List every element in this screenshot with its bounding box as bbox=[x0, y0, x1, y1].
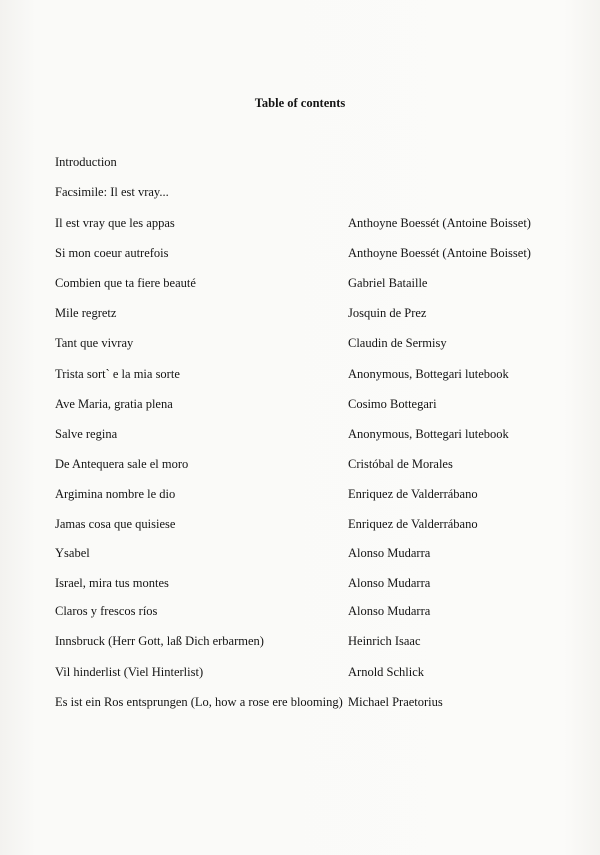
piece-title: Israel, mira tus montes bbox=[55, 576, 169, 590]
toc-entry bbox=[0, 457, 600, 477]
toc-entry bbox=[0, 216, 600, 236]
piece-title: Jamas cosa que quisiese bbox=[55, 517, 176, 531]
piece-title: Claros y frescos ríos bbox=[55, 604, 158, 618]
piece-title: Ysabel bbox=[55, 546, 90, 560]
composer-name: Heinrich Isaac bbox=[348, 634, 421, 648]
composer-name: Cristóbal de Morales bbox=[348, 457, 453, 471]
piece-title: Introduction bbox=[55, 155, 117, 169]
page-title: Table of contents bbox=[254, 96, 346, 110]
composer-name: Anonymous, Bottegari lutebook bbox=[348, 427, 509, 441]
piece-title: Salve regina bbox=[55, 427, 118, 441]
piece-title: Argimina nombre le dio bbox=[55, 487, 176, 501]
toc-entry bbox=[0, 517, 600, 537]
toc-entry bbox=[0, 246, 600, 266]
piece-title: Es ist ein Ros entsprungen (Lo, how a rose ere blooming) bbox=[55, 695, 343, 709]
piece-title: Ave Maria, gratia plena bbox=[55, 397, 173, 411]
piece-title: Facsimile: Il est vray... bbox=[55, 185, 169, 199]
toc-entry bbox=[0, 546, 600, 566]
composer-name: Anthoyne Boessét (Antoine Boisset) bbox=[348, 216, 531, 230]
piece-title: Vil hinderlist (Viel Hinterlist) bbox=[55, 665, 204, 679]
toc-entry bbox=[0, 155, 600, 175]
piece-title: Il est vray que les appas bbox=[55, 216, 175, 230]
composer-name: Claudin de Sermisy bbox=[348, 336, 447, 350]
toc-entry bbox=[0, 397, 600, 417]
toc-entry bbox=[0, 634, 600, 654]
composer-name: Alonso Mudarra bbox=[348, 546, 431, 560]
piece-title: Mile regretz bbox=[55, 306, 117, 320]
piece-title: Si mon coeur autrefois bbox=[55, 246, 169, 260]
toc-entry bbox=[0, 306, 600, 326]
composer-name: Michael Praetorius bbox=[348, 695, 443, 709]
composer-name: Anonymous, Bottegari lutebook bbox=[348, 367, 509, 381]
composer-name: Enriquez de Valderrábano bbox=[348, 517, 478, 531]
toc-entry bbox=[0, 336, 600, 356]
toc-entry bbox=[0, 604, 600, 624]
toc-entry bbox=[0, 576, 600, 596]
piece-title: Combien que ta fiere beauté bbox=[55, 276, 196, 290]
composer-name: Anthoyne Boessét (Antoine Boisset) bbox=[348, 246, 531, 260]
composer-name: Cosimo Bottegari bbox=[348, 397, 437, 411]
piece-title: Tant que vivray bbox=[55, 336, 134, 350]
composer-name: Josquin de Prez bbox=[348, 306, 427, 320]
composer-name: Alonso Mudarra bbox=[348, 576, 431, 590]
toc-entry bbox=[0, 276, 600, 296]
piece-title: Innsbruck (Herr Gott, laß Dich erbarmen) bbox=[55, 634, 264, 648]
toc-entry bbox=[0, 487, 600, 507]
toc-entry bbox=[0, 185, 600, 205]
toc-entry bbox=[0, 695, 600, 715]
composer-name: Enriquez de Valderrábano bbox=[348, 487, 478, 501]
toc-entry bbox=[0, 665, 600, 685]
composer-name: Arnold Schlick bbox=[348, 665, 425, 679]
toc-entry bbox=[0, 367, 600, 387]
piece-title: Trista sort` e la mia sorte bbox=[55, 367, 180, 381]
piece-title: De Antequera sale el moro bbox=[55, 457, 189, 471]
composer-name: Gabriel Bataille bbox=[348, 276, 428, 290]
composer-name: Alonso Mudarra bbox=[348, 604, 431, 618]
toc-entry bbox=[0, 427, 600, 447]
